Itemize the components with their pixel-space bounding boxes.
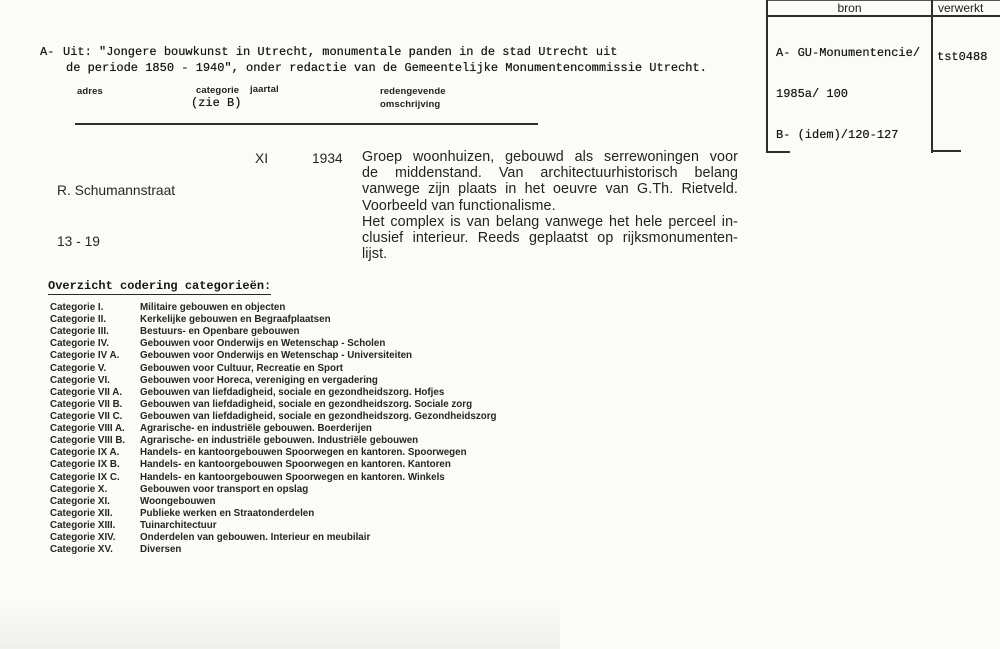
category-row [50,484,497,496]
category-row [50,363,497,375]
category-label: Categorie I. [50,302,104,313]
entry-categorie: XI [255,151,269,166]
category-overview-heading: Overzicht codering categorieën: [48,279,272,293]
category-desc: Tuinarchitectuur [140,519,217,531]
category-desc: Diversen [140,544,182,556]
category-row [50,314,497,326]
category-label: Categorie V. [50,362,107,374]
category-desc: Gebouwen van liefdadigheid, sociale en gezondheidszorg. Hofjes [140,386,445,398]
bron-cell [776,20,920,170]
entry-adres [57,148,175,284]
category-label: Categorie IV A. [50,350,120,362]
category-desc: Gebouwen voor transport en opslag [140,483,309,495]
category-desc: Handels- en kantoorgebouwen Spoorwegen en kantoren. Kantoren [140,459,451,471]
category-label: Categorie VIII A. [50,423,125,435]
category-row [50,399,497,411]
entry-adres-line1: R. Schumannstraat [57,183,176,198]
column-header-omschrijving: omschrijving [380,99,441,110]
category-row [50,447,497,459]
category-row [50,387,497,399]
category-row [50,411,497,423]
category-row [50,423,497,435]
category-row [50,375,497,387]
source-note-line2: de periode 1850 - 1940", onder redactie van de Gemeentelijke Monumentencommissie Utrecht. [66,61,707,75]
category-label: Categorie VIII B. [50,435,126,447]
category-desc: Publieke werken en Straatonderdelen [140,507,315,519]
column-header-categorie: categorie [196,85,240,96]
entry-jaartal: 1934 [312,151,343,166]
header-underline-rule [75,123,538,125]
category-row [50,326,497,338]
bron-line-2: 1985a/ 100 [776,86,849,101]
category-desc: Handels- en kantoorgebouwen Spoorwegen en kantoren. Spoorwegen [140,447,467,459]
bron-column-header: bron [837,1,862,15]
category-row [50,544,497,556]
source-note-line1: Uit: "Jongere bouwkunst in Utrecht, monumentale panden in de stad Utrecht uit [63,45,618,59]
verwerkt-cell: tst0488 [937,50,988,64]
category-desc: Agrarische- en industriële gebouwen. Industriële gebouwen [140,435,419,447]
category-row [50,350,497,362]
table-left-border [766,0,768,153]
category-label: Categorie IV. [50,338,109,350]
category-desc: Militaire gebouwen en objecten [140,302,286,313]
category-label: Categorie VII B. [50,398,123,410]
category-row [50,435,497,447]
category-desc: Agrarische- en industriële gebouwen. Boerderijen [140,423,372,435]
description-line: Groep woonhuizen, gebouwd als serrewoningen voor [362,149,738,165]
entry-adres-line2: 13 - 19 [57,234,100,249]
description-line: vanwege zijn plaats in het oeuvre van G.Th. Rietveld. [362,181,738,198]
description-line: de middenstand. Van architectuurhistorisch belang [362,165,738,182]
description-line: clusief interieur. Reeds geplaatst op rijksmonumenten- [362,229,738,246]
category-desc: Gebouwen voor Horeca, vereniging en vergadering [140,374,378,386]
description-line: Voorbeeld van functionalisme. [362,197,556,214]
category-label: Categorie XI. [50,495,110,507]
category-desc: Gebouwen van liefdadigheid, sociale en gezondheidszorg. Sociale zorg [140,398,473,410]
category-desc: Gebouwen voor Cultuur, Recreatie en Sport [140,362,344,374]
source-note-prefix: A- [40,45,55,59]
category-row [50,338,497,350]
bron-line-1: A- GU-Monumentencie/ [776,46,921,61]
category-label: Categorie II. [50,314,107,326]
table-column-divider [931,0,933,153]
category-row [50,472,497,484]
category-label: Categorie XV. [50,544,113,556]
table-header-separator [766,15,1000,17]
category-desc: Gebouwen voor Onderwijs en Wetenschap - Scholen [140,338,386,350]
category-row [50,496,497,508]
category-row [50,302,497,314]
category-desc: Kerkelijke gebouwen en Begraafplaatsen [140,314,331,326]
category-label: Categorie XIV. [50,532,116,544]
bron-line-3: B- (idem)/120-127 [776,127,899,142]
table-bottom-tick-right [931,150,961,152]
category-label: Categorie X. [50,483,108,495]
category-desc: Gebouwen voor Onderwijs en Wetenschap - Universiteiten [140,350,413,362]
category-desc: Bestuurs- en Openbare gebouwen [140,326,300,338]
category-label: Categorie XII. [50,507,113,519]
category-label: Categorie VII C. [50,410,123,422]
category-label: Categorie IX C. [50,471,120,483]
category-label: Categorie IX B. [50,459,120,471]
category-row [50,459,497,471]
column-header-redengevende: redengevende [380,86,446,97]
verwerkt-column-header: verwerkt [938,1,984,15]
category-label: Categorie VII A. [50,386,123,398]
description-line: lijst. [362,246,388,263]
category-row [50,520,497,532]
category-desc: Onderdelen van gebouwen. Interieur en meubilair [140,532,371,544]
category-row [50,532,497,544]
category-desc: Handels- en kantoorgebouwen Spoorwegen en kantoren. Winkels [140,471,445,483]
category-label: Categorie III. [50,326,109,338]
column-header-categorie-note: (zie B) [191,96,242,110]
entry-description [362,149,738,262]
category-desc: Woongebouwen [140,495,216,507]
category-list [50,302,497,556]
category-label: Categorie VI. [50,374,110,386]
column-header-jaartal: jaartal [250,84,279,95]
category-desc: Gebouwen van liefdadigheid, sociale en gezondheidszorg. Gezondheidszorg [140,410,497,422]
category-label: Categorie XIII. [50,519,116,531]
scan-shading [0,600,560,649]
column-header-adres: adres [77,86,103,97]
description-line: Het complex is van belang vanwege het hele perceel in- [362,213,738,230]
category-row [50,508,497,520]
category-label: Categorie IX A. [50,447,120,459]
